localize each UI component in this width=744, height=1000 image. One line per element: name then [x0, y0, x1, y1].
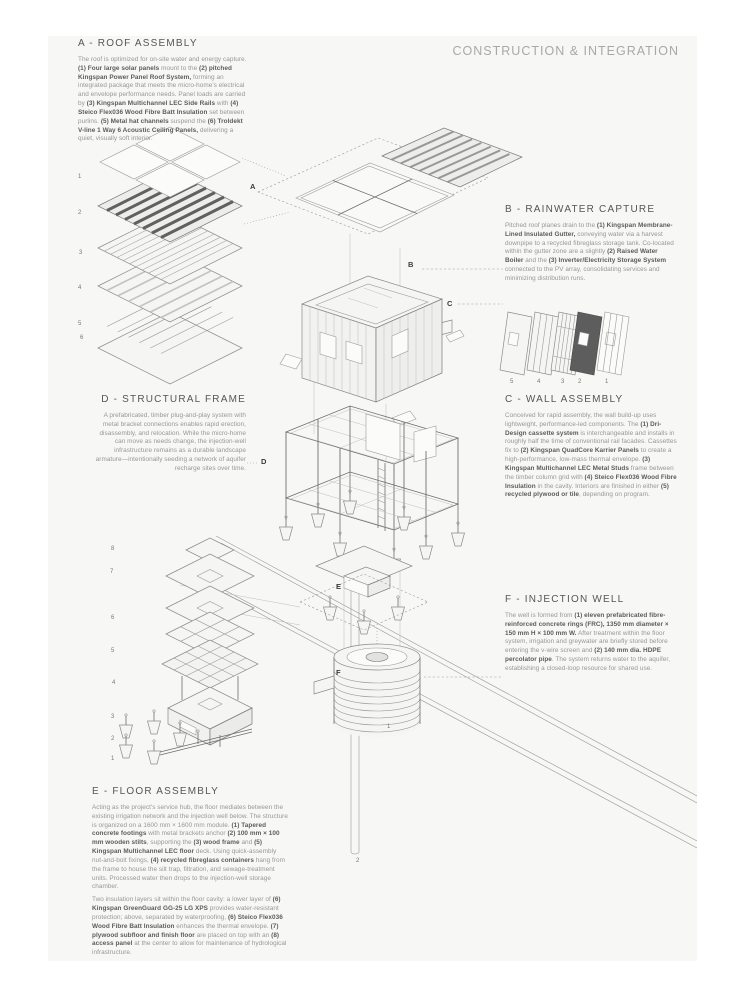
- section-roof-body: The roof is optimized for on-site water and energy capture. (1) Four large solar panels mount to the (2) pitched Kingspan Power Panel Roof System, forming an integrated package that meets the micro-home's electrical and envelope performance needs. Panel loads are carried by (3) Kingspan Multichannel LEC Side Rails with (4) Steico Flex036 Wood Fibre Batt Insulation set between purlins. (5) Metal hat channels suspend the (6) Troldekt V-line 1 Way 6 Acoustic Ceiling Panels, delivering a quiet, visually soft interior.: [78, 56, 247, 143]
- section-roof-heading: A - ROOF ASSEMBLY: [78, 38, 198, 49]
- section-wall-body: Conceived for rapid assembly, the wall build-up uses lightweight, performance-led components. The (1) Dri-Design cassette system is interchangeable and installs in roughly half the time of conventional rail facades. Cassettes fix to (2) Kingspan QuadCore Karrier Panels to create a high-performance, low-mass thermal envelope. (3) Kingspan Multichannel LEC Metal Studs frame between the timber column grid with (4) Steico Flex036 Wood Fibre Insulation in the cavity. Interiors are finished in either (5) recycled plywood or tile, depending on program.: [505, 412, 677, 499]
- section-rainwater-body: Pitched roof planes drain to the (1) Kingspan Membrane-Lined Insulated Gutter, conveying water via a harvest downpipe to a recycled fibreglass storage tank. Co-located within the gutter zone are a slightly (2) Raised Water Boiler and the (3) Inverter/Electricity Storage System connected to the PV array, consolidating services and minimizing distribution runs.: [505, 222, 674, 282]
- wall-panel-number: 4: [537, 379, 541, 385]
- well-part-number: 1: [387, 724, 391, 730]
- section-well-heading: F - INJECTION WELL: [505, 594, 625, 605]
- floor-exploded-drawing: [120, 538, 301, 764]
- section-structural-frame: [88, 394, 246, 474]
- wall-panel-number: 1: [605, 379, 609, 385]
- section-rainwater-heading: B - RAINWATER CAPTURE: [505, 204, 656, 215]
- callout-c: C: [447, 299, 453, 308]
- section-floor-heading: E - FLOOR ASSEMBLY: [92, 786, 220, 797]
- section-floor-body-2: Two insulation layers sit within the floor cavity: a lower layer of (6) Kingspan GreenGuard GG-25 LG XPS provides water-resistant protection; above, separated by waterproofing, (6) Steico Flex036 Wood Fibre Batt Insulation enhances the thermal envelope. (7) plywood subfloor and finish floor are placed on top with an (8) access panel at the center to allow for maintenance of hydrological infrastructure.: [92, 896, 287, 957]
- floor-layer-number: 4: [112, 680, 116, 686]
- wall-panel-number: 5: [510, 379, 514, 385]
- floor-layer-number: 6: [111, 615, 115, 621]
- roof-layer-number: 4: [78, 285, 82, 291]
- roof-layer-number: 5: [78, 321, 82, 327]
- wall-panel-number: 3: [561, 379, 565, 385]
- section-well-body: The well is formed from (1) eleven prefabricated fibre-reinforced concrete rings (FRC), 1350 mm diameter × 150 mm H × 100 mm W. After treatment within the floor system, irrigation and greywater are briefly stored before entering the v-wire screen and (2) 140 mm dia. HDPE percolator pipe. The system returns water to the aquifer, establishing a closed-loop resource for shared use.: [505, 612, 671, 672]
- structural-frame-drawing: [280, 382, 465, 572]
- callout-a: A: [250, 182, 256, 191]
- section-injection-well: [505, 594, 679, 674]
- floor-layer-number: 8: [111, 546, 115, 552]
- section-floor-body-1: Acting as the project's service hub, the floor mediates between the existing irrigation network and the injection well below. The structure is organized on a 1600 mm × 1600 mm module. (1) Tapered concrete footings with metal brackets anchor (2) 100 mm × 100 mm wooden stilts, supporting the (3) wood frame and (5) Kingspan Multichannel LEC floor deck. Using quick-assembly nut-and-bolt fixings, (4) recycled fibreglass containers hang from the frame to house the silt trap, filtration, and sewage-treatment units. Processed water then drops to the injection-well storage chamber.: [92, 804, 288, 891]
- callout-d: D: [261, 457, 267, 466]
- section-frame-body: A prefabricated, timber plug-and-play system with metal bracket connections enables rapid erection, disassembly, and relocation. While the micro-home can move as needs change, the injection-well infrastructure remains as a durable landscape armature—intentionally seeding a network of aquifer recharge sites over time.: [95, 412, 246, 472]
- section-wall-assembly: [505, 394, 681, 500]
- wall-panel-number: 2: [578, 379, 582, 385]
- floor-layer-number: 2: [111, 736, 115, 742]
- section-frame-heading: D - STRUCTURAL FRAME: [101, 394, 246, 405]
- callout-f: F: [336, 668, 341, 677]
- wall-exploded-drawing: [500, 312, 629, 375]
- roof-layer-number: 6: [80, 335, 84, 341]
- callout-b: B: [408, 260, 414, 269]
- floor-layer-number: 7: [110, 569, 114, 575]
- roof-layer-number: 2: [78, 210, 82, 216]
- floor-layer-number: 1: [111, 756, 115, 762]
- floor-layer-number: 5: [111, 648, 115, 654]
- poster-sheet: [48, 36, 697, 961]
- section-wall-heading: C - WALL ASSEMBLY: [505, 394, 624, 405]
- section-floor-assembly: [92, 786, 288, 958]
- section-rainwater-capture: [505, 204, 677, 284]
- wall-cassette-house-drawing: [280, 276, 464, 426]
- assembled-roof-drawing: [242, 128, 522, 234]
- poster-title: CONSTRUCTION & INTEGRATION: [452, 44, 679, 58]
- section-roof-assembly: [78, 38, 250, 144]
- roof-layer-number: 1: [78, 174, 82, 180]
- callout-e: E: [336, 582, 342, 591]
- roof-layer-number: 3: [79, 250, 83, 256]
- well-part-number: 2: [356, 858, 360, 864]
- floor-layer-number: 3: [111, 714, 115, 720]
- roof-exploded-drawing: [98, 127, 242, 384]
- injection-well-drawing: [300, 546, 428, 854]
